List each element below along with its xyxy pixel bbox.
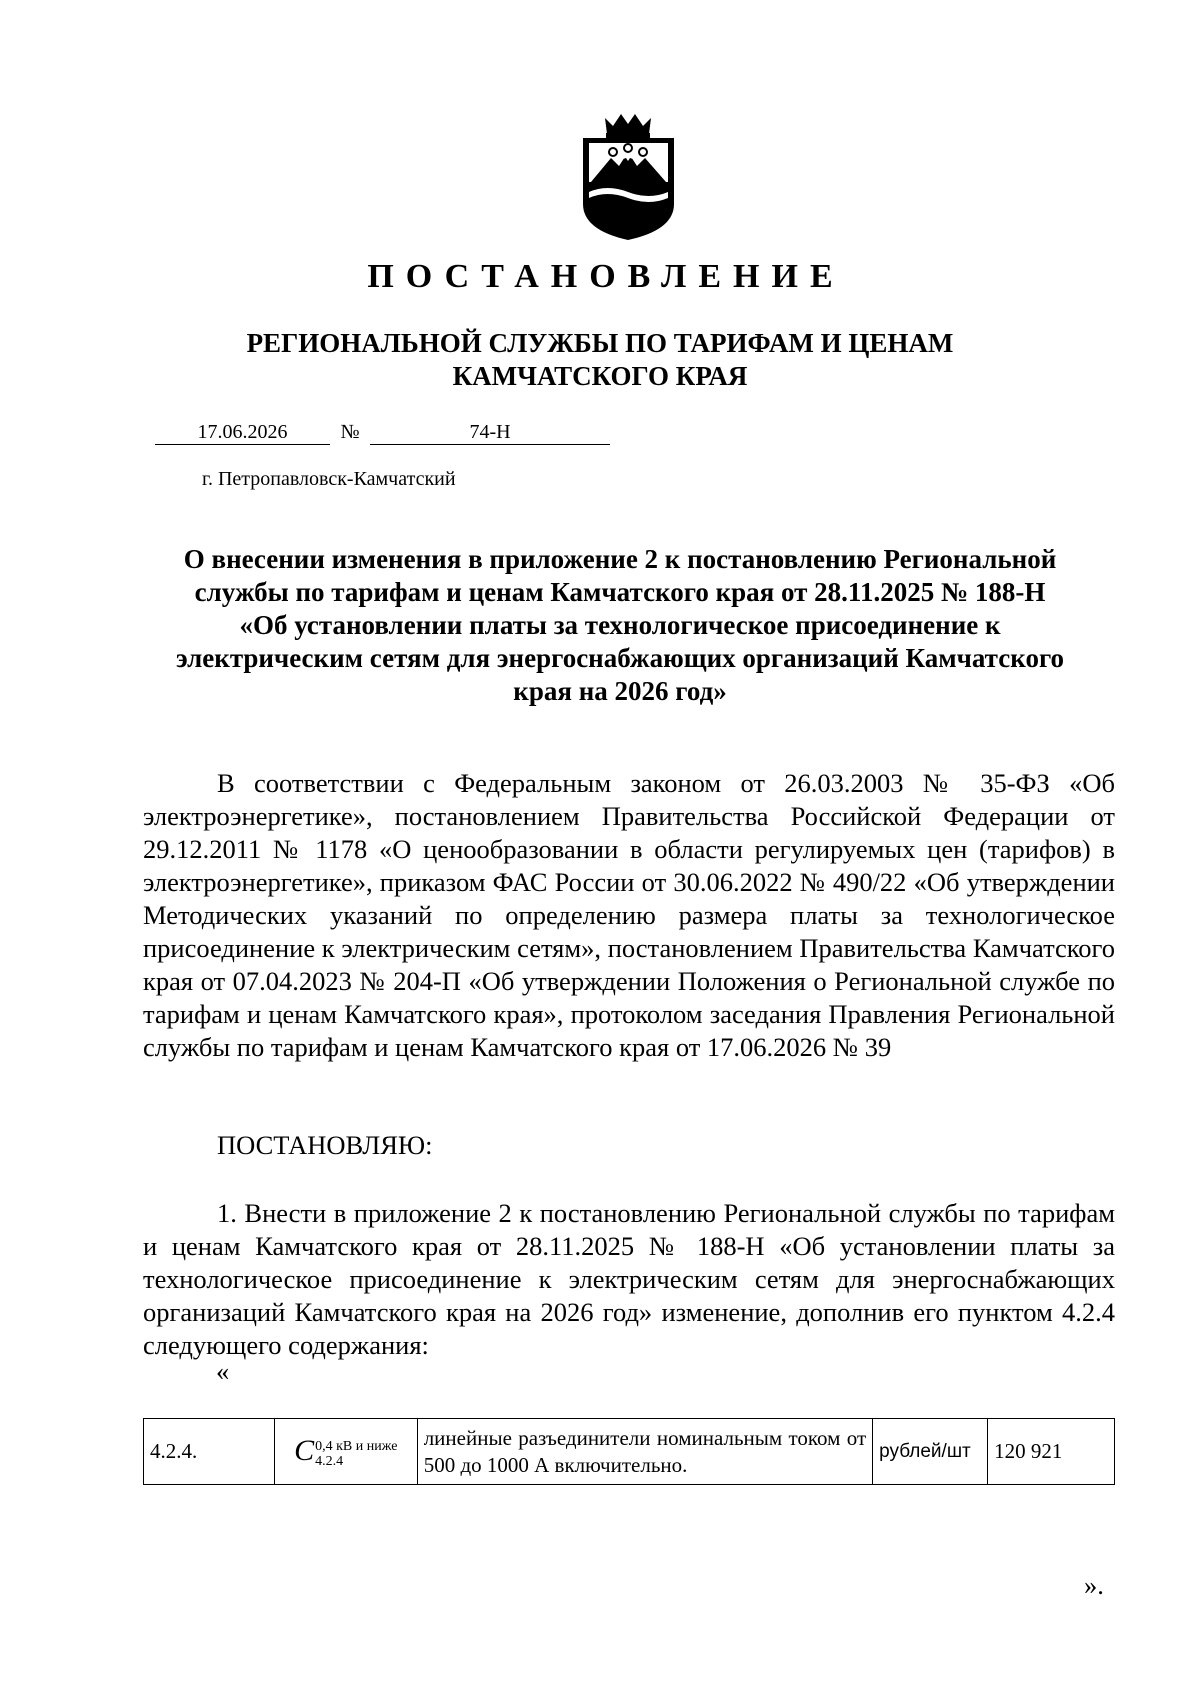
rate-value: 120 921 [988, 1419, 1115, 1485]
subject-line-3: «Об установлении платы за технологическое присоединение к [239, 610, 1001, 640]
tariff-table [143, 1418, 1115, 1485]
subject-line-5: края на 2026 год» [513, 676, 727, 706]
subject-line-2: службы по тарифам и ценам Камчатского края от 28.11.2025 № 188-Н [194, 577, 1046, 607]
rate-symbol: C [294, 1434, 315, 1468]
city-of-issue: г. Петропавловск-Камчатский [202, 468, 456, 490]
preamble-paragraph: В соответствии с Федеральным законом от 26.03.2003 № 35-ФЗ «Об электроэнергетике», постановлением Правительства Российской Федерации от 29.12.2011 № 1178 «О ценообразовании в области регулируемых цен (тарифов) в электроэнергетике», приказом ФАС России от 30.06.2022 № 490/22 «Об утверждении Методических указаний по определению размера платы за технологическое присоединение к электрическим сетям», постановлением Правительства Камчатского края от 07.04.2023 № 204-П «Об утверждении Положения о Региональной службе по тарифам и ценам Камчатского края», протоколом заседания Правления Региональной службы по тарифам и ценам Камчатского края от 17.06.2026 № 39 [143, 768, 1115, 1062]
opening-quote: « [216, 1356, 230, 1386]
rate-description: линейные разъединители номинальным током от 500 до 1000 А включительно. [417, 1419, 872, 1485]
rate-scripts [315, 1439, 397, 1469]
item-1-paragraph: 1. Внести в приложение 2 к постановлению Региональной службы по тарифам и ценам Камчатского края от 28.11.2025 № 188-Н «Об установлении платы за технологическое присоединение к электрическим сетям для энергоснабжающих организаций Камчатского края на 2026 год» изменение, дополнив его пунктом 4.2.4 следующего содержания: [143, 1198, 1115, 1360]
rate-unit: рублей/шт [873, 1419, 988, 1485]
rate-code [274, 1419, 417, 1485]
resolve-heading: ПОСТАНОВЛЯЮ: [217, 1130, 433, 1160]
rate-subscript: 4.2.4 [315, 1453, 344, 1469]
agency-line-2: КАМЧАТСКОГО КРАЯ [452, 361, 748, 391]
document-type-title: ПОСТАНОВЛЕНИЕ [367, 258, 845, 295]
rate-formula [294, 1434, 397, 1468]
number-sign: № [340, 421, 360, 443]
issuing-agency [0, 327, 1200, 393]
document-date: 17.06.2026 [155, 420, 330, 445]
coat-of-arms-icon [577, 112, 680, 242]
table-row [144, 1419, 1115, 1485]
row-number: 4.2.4. [144, 1419, 275, 1485]
document-number: 74-Н [370, 420, 610, 445]
subject-line-4: электрическим сетям для энергоснабжающих организаций Камчатского [175, 643, 1065, 673]
closing-quote: ». [1084, 1570, 1104, 1600]
rate-superscript: 0,4 кВ и ниже [315, 1438, 398, 1454]
subject-line-1: О внесении изменения в приложение 2 к постановлению Региональной [183, 544, 1057, 574]
document-subject [140, 543, 1100, 708]
agency-line-1: РЕГИОНАЛЬНОЙ СЛУЖБЫ ПО ТАРИФАМ И ЦЕНАМ [246, 328, 954, 358]
